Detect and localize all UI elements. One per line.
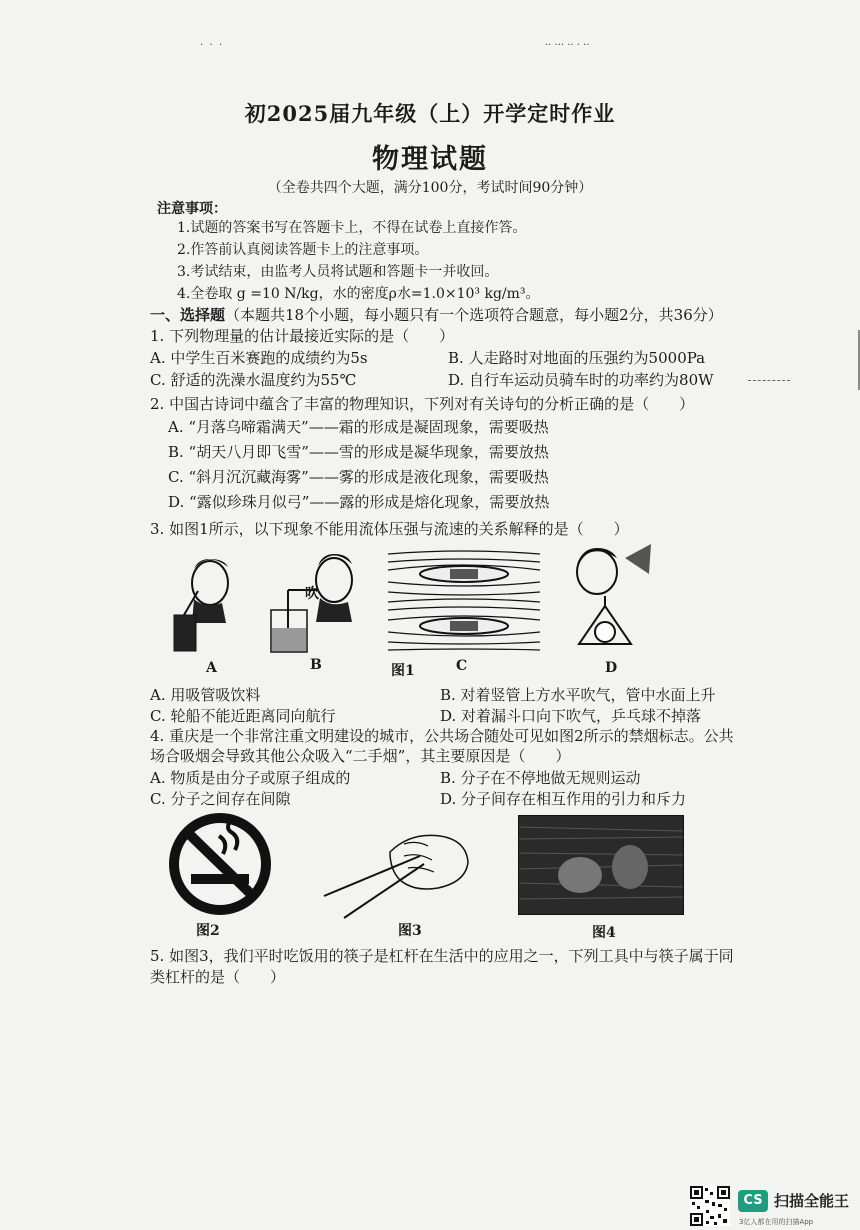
- option: A. 物质是由分子或原子组成的: [150, 769, 351, 787]
- notice-item: 3.考试结束，由监考人员将试题和答题卡一并收回。: [177, 264, 499, 280]
- notice-item: 2.作答前认真阅读答题卡上的注意事项。: [177, 242, 429, 258]
- option: A. 用吸管吸饮料: [150, 686, 261, 704]
- figure-caption: 图4: [592, 925, 616, 941]
- option: D. 分子间存在相互作用的引力和斥力: [440, 790, 687, 808]
- app-tagline: 3亿人都在用的扫描App: [739, 1218, 814, 1226]
- option: C. “斜月沉沉藏海雾”——雾的形成是液化现象，需要吸热: [168, 468, 549, 486]
- figure-label: C: [456, 658, 468, 674]
- figure-4-photo: [518, 815, 684, 915]
- figure-caption: 图2: [196, 923, 220, 939]
- question-stem: 2. 中国古诗词中蕴含了丰富的物理知识，下列对有关诗句的分析正确的是（ ）: [150, 395, 695, 413]
- section-desc: （本题共18个小题，每小题只有一个选项符合题意，每小题2分，共36分）: [225, 306, 723, 324]
- option: D. 对着漏斗口向下吹气，乒乓球不掉落: [440, 707, 702, 725]
- scan-speck: · · ·: [200, 40, 223, 51]
- notice-item: 4.全卷取 g =10 N/kg，水的密度ρ水=1.0×10³ kg/m³。: [177, 286, 540, 302]
- option: C. 舒适的洗澡水温度约为55℃: [150, 371, 357, 389]
- subject-title: 物理试题: [372, 144, 488, 175]
- figure-1d-funnel-ball: [565, 540, 655, 652]
- option: A. 中学生百米赛跑的成绩约为5s: [150, 349, 368, 367]
- option: D. 自行车运动员骑车时的功率约为80W: [448, 371, 714, 389]
- qr-code: [690, 1186, 730, 1230]
- blow-label: 吹: [305, 586, 319, 602]
- option: B. 对着竖管上方水平吹气，管中水面上升: [440, 686, 716, 704]
- camscanner-logo-icon: CS: [738, 1190, 768, 1212]
- figure-caption: 图1: [391, 663, 415, 679]
- figure-2-no-smoking: [165, 810, 275, 918]
- section-label: 一、选择题: [150, 306, 226, 324]
- scan-dash: [748, 380, 790, 381]
- exam-info: （全卷共四个大题，满分100分，考试时间90分钟）: [267, 180, 593, 196]
- option: D. “露似珍珠月似弓”——露的形成是熔化现象，需要放热: [168, 493, 550, 511]
- scan-speck: ·· ··· ·· · ··: [545, 40, 590, 51]
- figure-label: B: [310, 657, 322, 673]
- figure-caption: 图3: [398, 923, 422, 939]
- figure-label: A: [206, 660, 217, 676]
- question-stem: 5. 如图3，我们平时吃饭用的筷子是杠杆在生活中的应用之一，下列工具中与筷子属于同: [150, 947, 734, 965]
- option: A. “月落乌啼霜满天”——霜的形成是凝固现象，需要吸热: [168, 418, 549, 436]
- option: C. 分子之间存在间隙: [150, 790, 291, 808]
- question-stem: 类杠杆的是（ ）: [150, 968, 286, 986]
- figure-3-chopsticks: [320, 822, 470, 922]
- figure-1c-two-ships: [388, 546, 540, 652]
- figure-label: D: [605, 660, 618, 676]
- option: B. 人走路时对地面的压强约为5000Pa: [448, 349, 706, 367]
- question-stem: 4. 重庆是一个非常注重文明建设的城市，公共场合随处可见如图2所示的禁烟标志。公共: [150, 727, 734, 745]
- option: B. 分子在不停地做无规则运动: [440, 769, 641, 787]
- option: B. “胡天八月即飞雪”——雪的形成是凝华现象，需要放热: [168, 443, 549, 461]
- figure-1a-straw: [164, 545, 244, 655]
- question-stem: 3. 如图1所示，以下现象不能用流体压强与流速的关系解释的是（ ）: [150, 520, 629, 538]
- question-stem: 1. 下列物理量的估计最接近实际的是（ ）: [150, 327, 455, 345]
- exam-title: 初2025届九年级（上）开学定时作业: [244, 101, 616, 126]
- section-heading: [150, 304, 723, 325]
- notice-heading: 注意事项：: [157, 201, 227, 217]
- notice-item: 1.试题的答案书写在答题卡上，不得在试卷上直接作答。: [177, 220, 527, 236]
- question-stem: 场合吸烟会导致其他公众吸入“二手烟”，其主要原因是（ ）: [150, 747, 571, 765]
- app-name: 扫描全能王: [774, 1192, 850, 1210]
- option: C. 轮船不能近距离同向航行: [150, 707, 336, 725]
